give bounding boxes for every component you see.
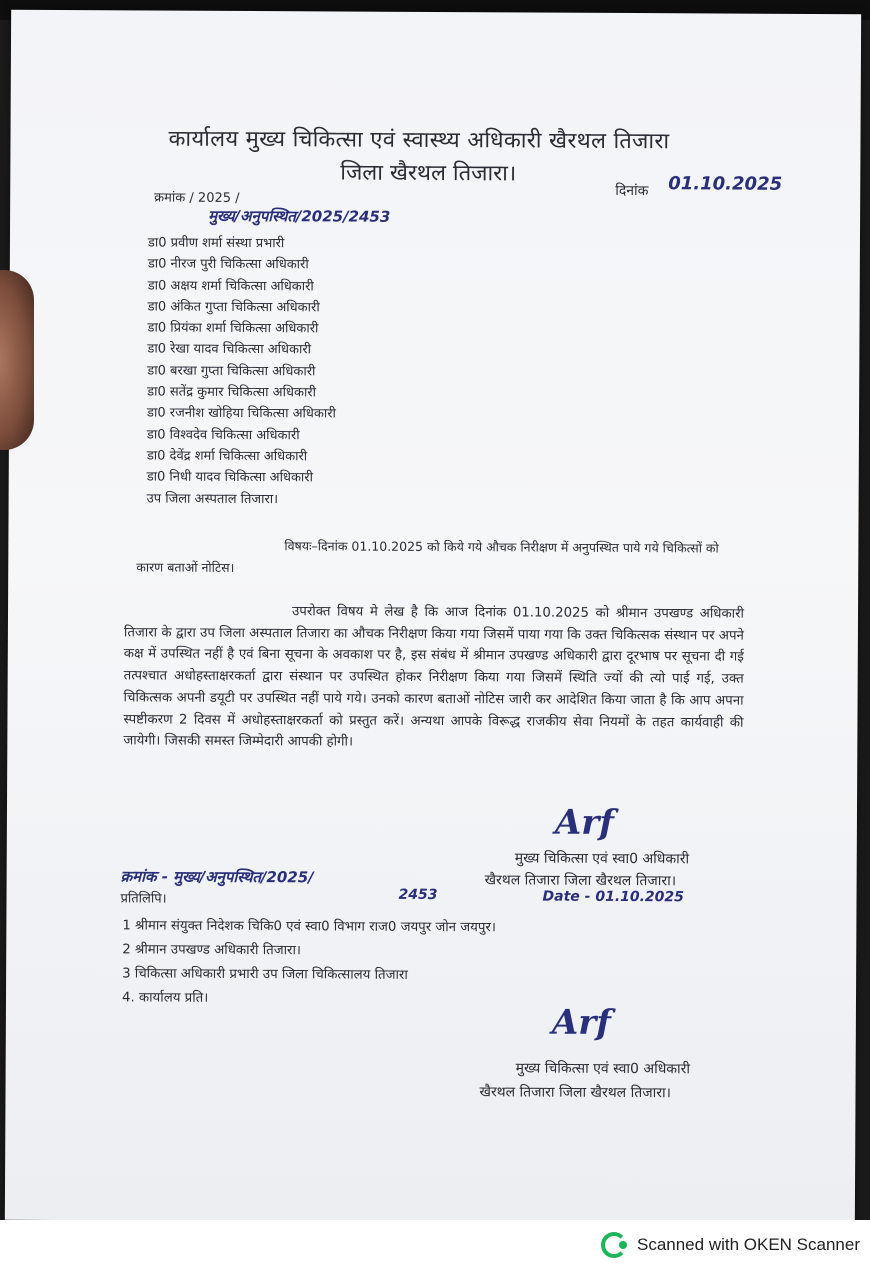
copy-label: प्रतिलिपि। bbox=[120, 891, 167, 907]
document-page bbox=[5, 10, 861, 1224]
addressee-item: डा0 अंकित गुप्ता चिकित्सा अधिकारी bbox=[147, 299, 320, 316]
addressee-item: डा0 बरखा गुप्ता चिकित्सा अधिकारी bbox=[147, 363, 316, 380]
office-title: कार्यालय मुख्य चिकित्सा एवं स्वास्थ्य अधिकारी खैरथल तिजारा bbox=[168, 126, 670, 155]
signatory-title-2: मुख्य चिकित्सा एवं स्वा0 अधिकारी bbox=[515, 1060, 691, 1078]
addressee-item: डा0 अक्षय शर्मा चिकित्सा अधिकारी bbox=[147, 278, 314, 294]
copy-item: 2 श्रीमान उपखण्ड अधिकारी तिजारा। bbox=[122, 942, 302, 959]
subject-line: विषयः–दिनांक 01.10.2025 को किये गये औचक निरीक्षण में अनुपस्थित पाये गये चिकित्सों को कारण बताओं नोटिस। bbox=[136, 538, 719, 575]
signature-date: Date - 01.10.2025 bbox=[542, 888, 684, 906]
scanner-watermark-text: Scanned with OKEN Scanner bbox=[636, 1235, 860, 1254]
addressee-item: डा0 देवेंद्र शर्मा चिकित्सा अधिकारी bbox=[146, 448, 308, 465]
addressee-item: उप जिला अस्पताल तिजारा। bbox=[146, 491, 279, 507]
addressee-item: डा0 विश्वदेव चिकित्सा अधिकारी bbox=[146, 427, 300, 443]
body-paragraph: उपरोक्त विषय मे लेख है कि आज दिनांक 01.10.2025 को श्रीमान उपखण्ड अधिकारी तिजारा के द्वारा उप जिला अस्पताल तिजारा का औचक निरीक्षण किया गया जिसमें पाया गया कि उक्त चिकित्सक संस्थान पर अपने कक्ष में उपस्थित नहीं है एवं बिना सूचना के अवकाश पर है, इस संबंध में श्रीमान उपखण्ड अधिकारी द्वारा दूरभाष पर सूचना दी गई तत्पश्चात अधोहस्ताक्षरकर्ता द्वारा संस्थान पर उपस्थित होकर निरीक्षण किया गया जिसमें स्थिति ज्यों की त्यो पाई गई, उक्त चिकित्सक अपनी डयूटी पर उपस्थित नहीं पाये गये। उनको कारण बताओं नोटिस जारी कर आदेशित किया जाता है कि आप अपना स्पष्टीकरण 2 दिवस में अधोहस्ताक्षरकर्ता को प्रस्तुत करें। अन्यथा आपके विरूद्ध राजकीय सेवा नियमों के तहत कार्यवाही की जायेगी। जिसकी समस्त जिम्मेदारी आपकी होगी। bbox=[123, 604, 745, 750]
signatory-place-2: खैरथल तिजारा जिला खैरथल तिजारा। bbox=[479, 1084, 671, 1102]
copy-list bbox=[122, 914, 496, 1012]
date-handwritten: 01.10.2025 bbox=[668, 173, 783, 195]
addressee-item: डा0 प्रियंका शर्मा चिकित्सा अधिकारी bbox=[147, 320, 319, 337]
addressee-list bbox=[147, 233, 337, 511]
signatory-place-1: खैरथल तिजारा जिला खैरथल तिजारा। bbox=[484, 872, 677, 890]
signature-mark-2: Arf bbox=[551, 1002, 611, 1043]
oken-scanner-logo-icon bbox=[601, 1232, 627, 1258]
copy-reference-number: 2453 bbox=[398, 886, 438, 904]
copy-reference-handwritten: क्रमांक - मुख्य/अनुपस्थित/2025/ bbox=[120, 867, 314, 887]
addressee-item: डा0 निधी यादव चिकित्सा अधिकारी bbox=[146, 469, 314, 486]
signatory-title-1: मुख्य चिकित्सा एवं स्वा0 अधिकारी bbox=[514, 850, 690, 868]
copy-item: 1 श्रीमान संयुक्त निदेशक चिकि0 एवं स्वा0 विभाग राज0 जयपुर जोन जयपुर। bbox=[122, 918, 496, 936]
copy-item: 4. कार्यालय प्रति। bbox=[121, 990, 209, 1006]
addressee-item: डा0 नीरज पुरी चिकित्सा अधिकारी bbox=[147, 256, 309, 273]
addressee-item: डा0 रजनीश खोहिया चिकित्सा अधिकारी bbox=[147, 405, 336, 422]
office-subtitle: जिला खैरथल तिजारा। bbox=[340, 160, 517, 187]
reference-label: क्रमांक / 2025 / bbox=[154, 190, 240, 206]
signature-mark-1: Arf bbox=[554, 802, 614, 843]
scanner-badge bbox=[601, 1232, 860, 1258]
date-label: दिनांक bbox=[615, 182, 649, 200]
addressee-item: डा0 रेखा यादव चिकित्सा अधिकारी bbox=[147, 341, 312, 358]
addressee-item: डा0 सतेंद्र कुमार चिकित्सा अधिकारी bbox=[147, 384, 317, 401]
reference-handwritten: मुख्य/अनुपस्थित/2025/2453 bbox=[208, 206, 391, 226]
addressee-item: डा0 प्रवीण शर्मा संस्था प्रभारी bbox=[147, 235, 285, 252]
holding-finger bbox=[0, 270, 34, 450]
copy-item: 3 चिकित्सा अधिकारी प्रभारी उप जिला चिकित्सालय तिजारा bbox=[122, 966, 408, 983]
